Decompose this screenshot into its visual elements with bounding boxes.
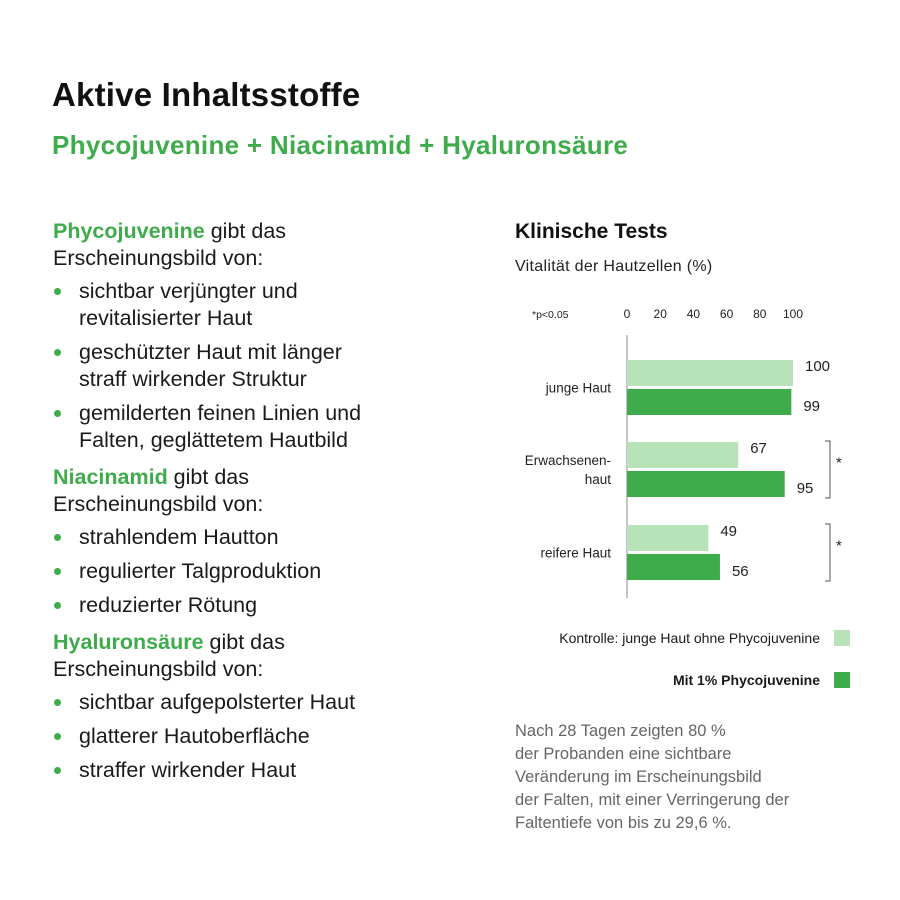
- x-tick-label: 40: [686, 307, 701, 321]
- x-tick-label: 100: [782, 307, 804, 321]
- significance-marker: *: [836, 454, 842, 472]
- ingredient-heading-text: gibt das: [167, 465, 249, 489]
- chart-subtitle: Vitalität der Hautzellen (%): [515, 258, 713, 275]
- x-tick-label: 60: [719, 307, 734, 321]
- effect-text: gemilderten feinen Linien und: [79, 401, 362, 425]
- page-subtitle: Phycojuvenine + Niacinamid + Hyaluronsäure: [52, 130, 629, 160]
- legend-swatch-phycojuvenine: [834, 672, 850, 688]
- x-tick-label: 0: [623, 307, 631, 321]
- ingredient-heading: [53, 629, 453, 683]
- category-label: reifere Haut: [540, 545, 611, 561]
- bullet-dot-icon: [54, 767, 61, 774]
- note-line: Veränderung im Erscheinungsbild: [515, 768, 762, 786]
- note-line: der Probanden eine sichtbare: [515, 745, 732, 763]
- effect-text: sichtbar aufgepolsterter Haut: [79, 690, 356, 714]
- category-label: junge Haut: [545, 380, 611, 396]
- ingredient-heading-text: Erscheinungsbild von:: [53, 492, 264, 516]
- legend-label-phycojuvenine: Mit 1% Phycojuvenine: [672, 672, 820, 688]
- effect-item: [53, 757, 453, 784]
- page-title: Aktive Inhaltsstoffe: [52, 76, 361, 113]
- bar: [627, 360, 793, 386]
- effect-text: glatterer Hautoberfläche: [79, 724, 310, 748]
- legend-item-phycojuvenine: [440, 670, 850, 690]
- bar-value-label: 95: [796, 479, 814, 497]
- bar: [627, 554, 720, 580]
- significance-note: *p<0.05: [532, 309, 569, 321]
- bar-value-label: 56: [731, 562, 749, 580]
- chart-legend: [440, 628, 850, 712]
- bar: [627, 525, 708, 551]
- chart-title: Klinische Tests: [515, 220, 668, 243]
- note-line: Faltentiefe von bis zu 29,6 %.: [515, 814, 732, 832]
- effect-text: straffer wirkender Haut: [79, 758, 297, 782]
- effect-item: [53, 723, 453, 750]
- effect-text: straff wirkender Struktur: [79, 367, 307, 391]
- effect-list: [53, 689, 453, 784]
- effect-text: sichtbar verjüngter und: [79, 279, 298, 303]
- bullet-dot-icon: [54, 699, 61, 706]
- bullet-dot-icon: [54, 733, 61, 740]
- category-label: haut: [584, 472, 611, 487]
- significance-marker: *: [836, 537, 842, 555]
- legend-swatch-control: [834, 630, 850, 646]
- ingredient-heading-text: gibt das: [204, 219, 287, 243]
- category-label: Erwachsenen-: [524, 453, 611, 468]
- x-tick-label: 80: [753, 307, 767, 321]
- bar-value-label: 100: [805, 357, 831, 375]
- ingredient-heading-text: gibt das: [203, 630, 285, 654]
- effect-text: revitalisierter Haut: [79, 306, 253, 330]
- effect-text: geschützter Haut mit länger: [79, 340, 342, 364]
- ingredient-heading-text: Erscheinungsbild von:: [53, 657, 264, 681]
- effect-text: reduzierter Rötung: [79, 593, 258, 617]
- ingredient-name: Niacinamid: [53, 465, 168, 489]
- effect-text: strahlendem Hautton: [79, 525, 279, 549]
- bar: [627, 442, 738, 468]
- note-line: Nach 28 Tagen zeigten 80 %: [515, 722, 726, 740]
- significance-bracket: [825, 524, 830, 581]
- bar: [627, 389, 791, 415]
- bar: [627, 471, 785, 497]
- study-note: [515, 720, 855, 835]
- legend-label-control: Kontrolle: junge Haut ohne Phycojuvenine: [559, 630, 820, 646]
- bar-value-label: 49: [720, 522, 738, 540]
- effect-item: [53, 689, 453, 716]
- effect-text: regulierter Talgproduktion: [79, 559, 322, 583]
- ingredient-block: [53, 629, 453, 784]
- significance-bracket: [825, 441, 830, 498]
- bar-value-label: 67: [750, 439, 767, 457]
- ingredient-name: Phycojuvenine: [53, 219, 205, 243]
- bar-value-label: 99: [803, 397, 821, 415]
- effect-text: Falten, geglättetem Hautbild: [79, 428, 348, 452]
- note-line: der Falten, mit einer Verringerung der: [515, 791, 790, 809]
- ingredient-heading-text: Erscheinungsbild von:: [53, 246, 264, 270]
- ingredient-name: Hyaluronsäure: [53, 630, 204, 654]
- legend-item-control: [440, 628, 850, 648]
- x-tick-label: 20: [653, 307, 667, 321]
